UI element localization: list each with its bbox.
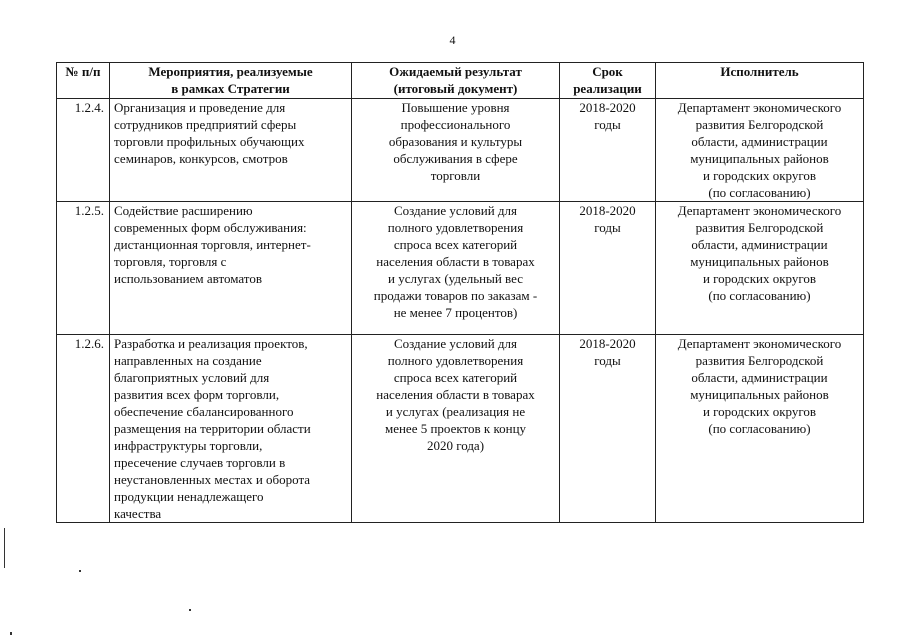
strategy-measures-table xyxy=(56,62,864,523)
cell-activity-line: современных форм обслуживания: xyxy=(114,220,307,235)
cell-executor-line: развития Белгородской xyxy=(695,117,824,132)
cell-result-line: менее 5 проектов к концу xyxy=(384,421,527,436)
cell-result-line: обслуживания в сфере xyxy=(393,151,518,166)
cell-activity-line: неустановленных местах и оборота xyxy=(114,472,311,487)
cell-term-line: годы xyxy=(594,220,621,235)
header-result: Ожидаемый результат (итоговый документ) xyxy=(352,63,560,99)
cell-executor-line: развития Белгородской xyxy=(695,220,824,235)
cell-executor-line: Департамент экономического xyxy=(677,100,842,115)
cell-result-line: спроса всех категорий xyxy=(393,370,518,385)
cell-executor-line: и городских округов xyxy=(702,271,817,286)
cell-activity-line: благоприятных условий для xyxy=(114,370,270,385)
cell-result-line: и услугах (удельный вес xyxy=(388,271,523,286)
scan-artifact-mark xyxy=(10,632,12,635)
cell-activity xyxy=(110,202,352,335)
cell-activity-line: направленных на создание xyxy=(114,353,262,368)
cell-result xyxy=(352,202,560,335)
cell-executor xyxy=(656,99,864,202)
cell-activity-line: Разработка и реализация проектов, xyxy=(114,336,308,351)
cell-executor-line: и городских округов xyxy=(702,168,817,183)
cell-executor xyxy=(656,202,864,335)
table-row xyxy=(57,335,864,523)
cell-result-line: торговли xyxy=(430,168,481,183)
cell-number: 1.2.5. xyxy=(57,202,110,335)
cell-activity-line: торговли профильных обучающих xyxy=(114,134,305,149)
header-term: Срок реализации xyxy=(560,63,656,99)
table-row xyxy=(57,202,864,335)
cell-activity-line: продукции ненадлежащего xyxy=(114,489,264,504)
cell-term-line: годы xyxy=(594,353,621,368)
cell-result-line: не менее 7 процентов) xyxy=(393,305,518,320)
cell-executor-line: (по согласованию) xyxy=(708,185,811,200)
cell-executor-line: области, администрации xyxy=(691,237,828,252)
cell-activity-line: размещения на территории области xyxy=(114,421,311,436)
cell-executor-line: муниципальных районов xyxy=(690,151,829,166)
cell-executor-line: муниципальных районов xyxy=(690,387,829,402)
cell-activity-line: торговля, торговля с xyxy=(114,254,227,269)
cell-activity-line: обеспечение сбалансированного xyxy=(114,404,294,419)
cell-result-line: Создание условий для xyxy=(393,203,518,218)
cell-term-line: 2018-2020 xyxy=(579,100,636,115)
cell-executor-line: Департамент экономического xyxy=(677,203,842,218)
cell-result-line: Создание условий для xyxy=(393,336,518,351)
table-row xyxy=(57,99,864,202)
header-number: № п/п xyxy=(57,63,110,99)
cell-executor-line: области, администрации xyxy=(691,370,828,385)
cell-result-line: и услугах (реализация не xyxy=(385,404,526,419)
cell-result-line: Повышение уровня xyxy=(401,100,510,115)
cell-activity-line: развития всех форм торговли, xyxy=(114,387,280,402)
cell-result-line: полного удовлетворения xyxy=(387,353,524,368)
cell-executor-line: и городских округов xyxy=(702,404,817,419)
cell-term-line: 2018-2020 xyxy=(579,336,636,351)
cell-result-line: профессионального xyxy=(400,117,511,132)
cell-term-line: 2018-2020 xyxy=(579,203,636,218)
cell-activity-line: использованием автоматов xyxy=(114,271,262,286)
cell-result-line: образования и культуры xyxy=(388,134,523,149)
cell-executor-line: Департамент экономического xyxy=(677,336,842,351)
cell-activity xyxy=(110,99,352,202)
scan-artifact-mark xyxy=(4,528,5,568)
cell-activity-line: пресечение случаев торговли в xyxy=(114,455,286,470)
cell-activity-line: Организация и проведение для xyxy=(114,100,286,115)
cell-executor-line: развития Белгородской xyxy=(695,353,824,368)
cell-activity-line: сотрудников предприятий сферы xyxy=(114,117,297,132)
cell-term xyxy=(560,335,656,523)
cell-activity-line: качества xyxy=(114,506,162,521)
scan-artifact-mark xyxy=(189,609,191,611)
cell-result-line: спроса всех категорий xyxy=(393,237,518,252)
cell-number: 1.2.6. xyxy=(57,335,110,523)
cell-executor-line: (по согласованию) xyxy=(708,288,811,303)
cell-term-line: годы xyxy=(594,117,621,132)
cell-result xyxy=(352,99,560,202)
cell-result-line: населения области в товарах xyxy=(376,254,535,269)
cell-activity-line: инфраструктуры торговли, xyxy=(114,438,263,453)
cell-result-line: населения области в товарах xyxy=(376,387,535,402)
cell-term xyxy=(560,202,656,335)
cell-result-line: продажи товаров по заказам - xyxy=(373,288,538,303)
page-number: 4 xyxy=(449,33,456,47)
cell-executor-line: муниципальных районов xyxy=(690,254,829,269)
cell-result-line: полного удовлетворения xyxy=(387,220,524,235)
cell-activity-line: Содействие расширению xyxy=(114,203,253,218)
cell-executor xyxy=(656,335,864,523)
cell-activity xyxy=(110,335,352,523)
cell-result xyxy=(352,335,560,523)
table-header-row xyxy=(57,63,864,99)
cell-number: 1.2.4. xyxy=(57,99,110,202)
scan-artifact-mark xyxy=(79,570,81,572)
cell-result-line: 2020 года) xyxy=(426,438,485,453)
header-executor: Исполнитель xyxy=(656,63,864,99)
cell-term xyxy=(560,99,656,202)
cell-executor-line: области, администрации xyxy=(691,134,828,149)
cell-executor-line: (по согласованию) xyxy=(708,421,811,436)
cell-activity-line: семинаров, конкурсов, смотров xyxy=(114,151,288,166)
header-activity: Мероприятия, реализуемые в рамках Стратегии xyxy=(110,63,352,99)
cell-activity-line: дистанционная торговля, интернет- xyxy=(114,237,311,252)
